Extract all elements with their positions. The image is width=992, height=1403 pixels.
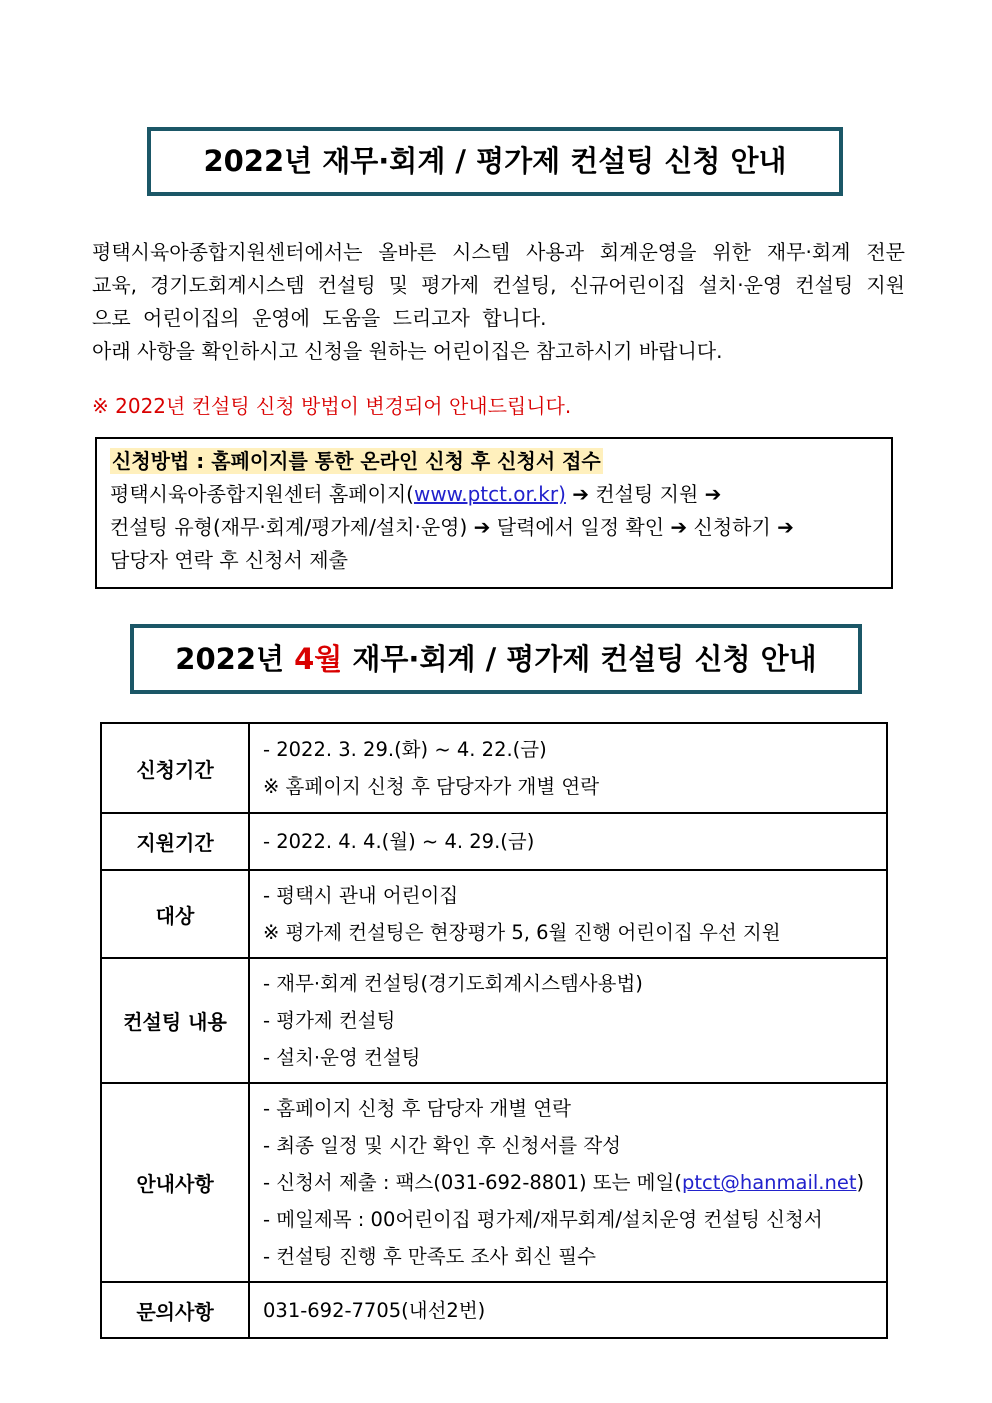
row-content-consulting-content (249, 958, 887, 1083)
title-box-1 (147, 127, 843, 196)
table-row-target (101, 870, 887, 958)
row-label-support-period: 지원기간 (101, 813, 249, 870)
content-line: 031-692-7705(내선2번) (263, 1298, 486, 1322)
table-row-application-period (101, 723, 887, 813)
table-row-consulting-content (101, 958, 887, 1083)
content-line: - 설치·운영 컨설팅 (263, 1046, 421, 1069)
method-headline-line (110, 445, 878, 478)
content-line: - 컨설팅 진행 후 만족도 조사 회신 필수 (263, 1245, 596, 1268)
method-step-line-1 (110, 478, 878, 511)
application-method-box (95, 437, 893, 589)
row-content-application-period (249, 723, 887, 813)
content-line: - 메일제목 : 00어린이집 평가제/재무회계/설치운영 컨설팅 신청서 (263, 1208, 823, 1231)
email-link[interactable]: ptct@hanmail.net (681, 1171, 857, 1194)
row-label-target: 대상 (101, 870, 249, 958)
content-line-with-link (263, 1164, 882, 1201)
month-title-month: 4월 (294, 642, 343, 676)
method-step-line-3: 담당자 연락 후 신청서 제출 (110, 548, 348, 572)
row-content-target (249, 870, 887, 958)
month-title-part3: 재무·회계 / 평가제 컨설팅 신청 안내 (342, 642, 817, 676)
row-label-consulting-content: 컨설팅 내용 (101, 958, 249, 1083)
content-line: - 재무·회계 컨설팅(경기도회계시스템사용법) (263, 972, 643, 995)
page-title: 2022년 재무·회계 / 평가제 컨설팅 신청 안내 (203, 144, 787, 178)
fax-line-pre: - 신청서 제출 : 팩스(031-692-8801) 또는 메일( (263, 1171, 682, 1194)
row-content-inquiry (249, 1282, 887, 1338)
content-line: - 평가제 컨설팅 (263, 1009, 396, 1032)
row-content-guidance (249, 1083, 887, 1282)
content-line: ※ 평가제 컨설팅은 현장평가 5, 6월 진행 어린이집 우선 지원 (263, 921, 781, 944)
row-label-guidance: 안내사항 (101, 1083, 249, 1282)
content-line: - 2022. 4. 4.(월) ~ 4. 29.(금) (263, 830, 535, 853)
intro-text-2: 아래 사항을 확인하시고 신청을 원하는 어린이집은 참고하시기 바랍니다. (92, 339, 723, 363)
content-line: - 2022. 3. 29.(화) ~ 4. 22.(금) (263, 738, 547, 761)
fax-line-post: ) (856, 1171, 865, 1194)
table-row-inquiry (101, 1282, 887, 1338)
title-box-2 (130, 624, 862, 694)
row-label-inquiry: 문의사항 (101, 1282, 249, 1338)
month-title-part1: 2022년 (175, 642, 295, 676)
content-line: - 평택시 관내 어린이집 (263, 884, 459, 907)
change-notice: ※ 2022년 컨설팅 신청 방법이 변경되어 안내드립니다. (92, 394, 572, 418)
table-row-guidance (101, 1083, 887, 1282)
table-row-support-period (101, 813, 887, 870)
row-content-support-period (249, 813, 887, 870)
content-line: - 최종 일정 및 시간 확인 후 신청서를 작성 (263, 1134, 622, 1157)
method-step-text: ➔ 컨설팅 지원 ➔ (565, 482, 722, 506)
intro-text-1: 평택시육아종합지원센터에서는 올바른 시스템 사용과 회계운영을 위한 재무·회계 전문 교육, 경기도회계시스템 컨설팅 및 평가제 컨설팅, 신규어린이집 설치·운영 컨설팅 지원으로 어린이집의 운영에 도움을 드리고자 합니다. (92, 240, 905, 330)
row-label-application-period: 신청기간 (101, 723, 249, 813)
content-line: ※ 홈페이지 신청 후 담당자가 개별 연락 (263, 775, 600, 798)
method-step-text: 평택시육아종합지원센터 홈페이지( (110, 482, 414, 506)
homepage-link[interactable]: www.ptct.or.kr) (413, 482, 566, 506)
method-headline: 신청방법 : 홈페이지를 통한 온라인 신청 후 신청서 접수 (112, 449, 601, 473)
method-step-line-2: 컨설팅 유형(재무·회계/평가제/설치·운영) ➔ 달력에서 일정 확인 ➔ 신청하기 ➔ (110, 515, 794, 539)
info-table (100, 722, 888, 1339)
intro-paragraph (92, 236, 905, 368)
content-line: - 홈페이지 신청 후 담당자 개별 연락 (263, 1097, 571, 1120)
